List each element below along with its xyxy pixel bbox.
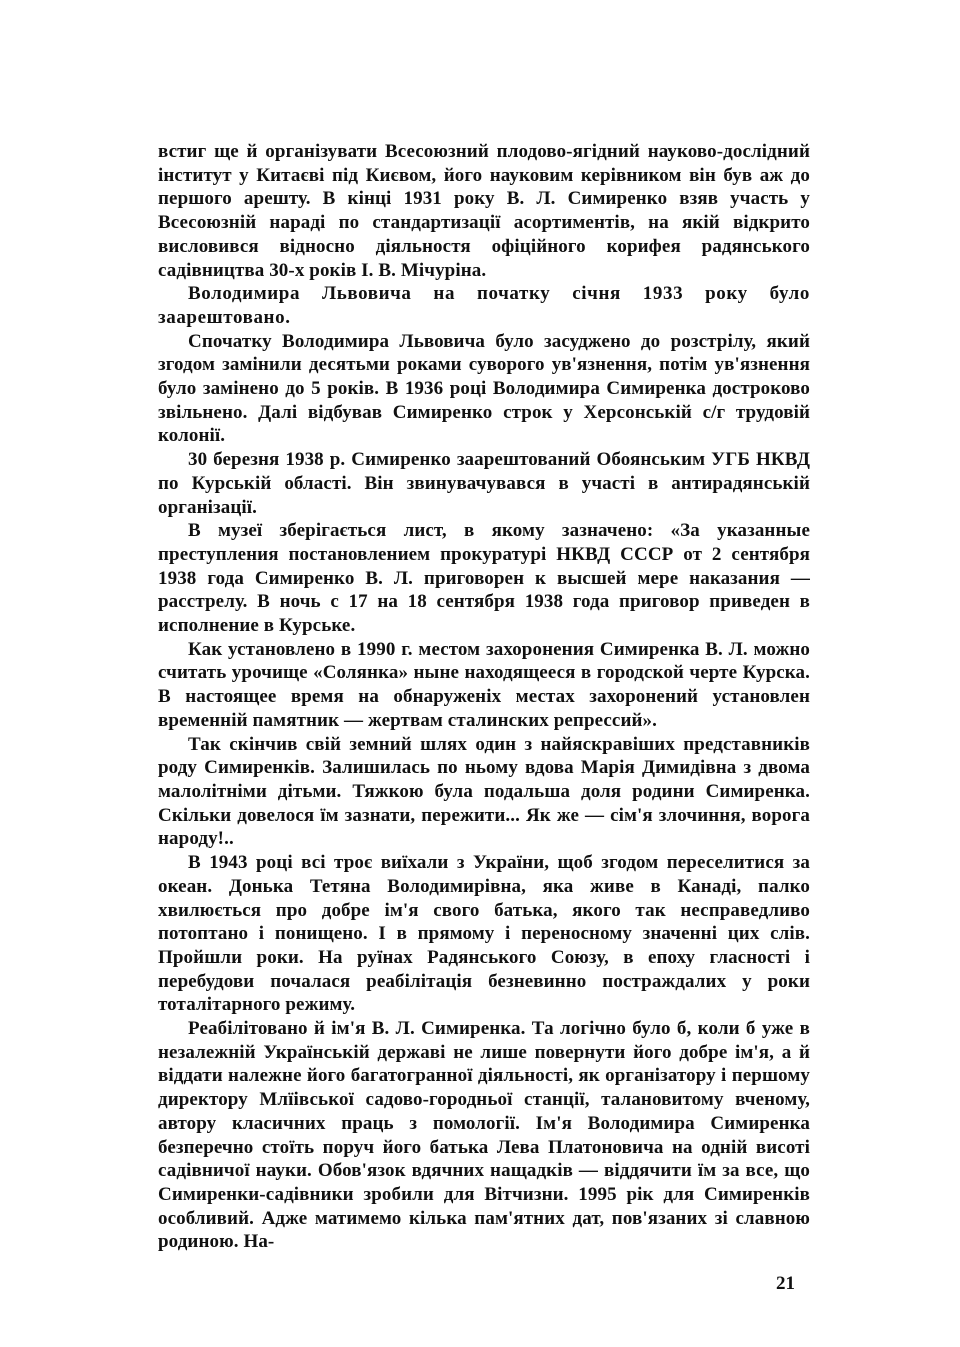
paragraph-8: В 1943 році всі троє виїхали з України, щоб згодом переселитися за океан. Донька Тетяна Володимирівна, яка живе в Канаді, палко хвилюється про добре ім'я свого батька, якого так несправедливо потоптано і понищено. І в прямому і переносному значенні цих слів. Пройшли роки. На руїнах Радянського Союзу, в епоху гласності і перебудови почалася реабілітація безневинно постраждалих у роки тоталітарного режиму. [158,852,810,1016]
paragraph-6: Как установлено в 1990 г. местом захоронения Симиренка В. Л. можно считать урочище «Солянка» ныне находящееся в городской черте Курска. В настоящее время на обнаруженіх местах захоронений установлен временній памятник — жертвам сталинских репрессий». [158,638,810,731]
paragraph-3: Спочатку Володимира Львовича було засуджено до розстрілу, який згодом замінили десятьми роками суворого ув'язнення, потім ув'язнення було замінено до 5 років. В 1936 році Володимира Симиренка достроково звільнено. Далі відбував Симиренко строк у Херсонській с/г трудовій колонії. [158,330,810,447]
page-number: 21 [776,1273,795,1294]
paragraph-1: встиг ще й організувати Всесоюзний плодово-ягідний науково-дослідний інститут у Китаєві під Києвом, його науковим керівником він був аж до першого арешту. В кінці 1931 року В. Л. Симиренко взяв участь у Всесоюзній нараді по стандартизації асортиментів, на якій відкрито висловився відносно діяльностя офіційного корифея радянського садівництва 30-х років І. В. Мічуріна. [158,141,810,281]
paragraph-2: Володимира Львовича на початку січня 1933 року було заарештовано. [158,283,810,328]
page-text-block [158,140,810,1254]
paragraph-5: В музеї зберігається лист, в якому зазначено: «За указанные преступления постановлением прокуратурі НКВД СССР от 2 сентября 1938 года Симиренко В. Л. приговорен к высшей мере наказания — расстрелу. В ночь с 17 на 18 сентября 1938 года приговор приведен в исполнение в Курське. [158,520,810,637]
paragraph-7: Так скінчив свій земний шлях один з найяскравіших представників роду Симиренків. Залишилась по ньому вдова Марія Димидівна з двома малолітніми дітьми. Тяжкою була подальша доля родини Симиренка. Скільки довелося їм зазнати, пережити... Як же — сім'я злочиння, ворога народу!.. [158,733,810,850]
paragraph-9: Реабілітовано й ім'я В. Л. Симиренка. Та логічно було б, коли б уже в незалежній Українській державі не лише повернути його добре ім'я, а й віддати належне його багатогранної діяльності, як організатору і першому директору Млїівської садово-городньої станції, талановитому вченому, автору класичних праць з помології. Ім'я Володимира Симиренка безперечно стоїть поруч його батька Лева Платоновича на одній висоті садівничої науки. Обов'язок вдячних нащадків — віддячити їм за все, що Симиренки-садівники зробили для Вітчизни. 1995 рік для Симиренків особливий. Адже матимемо кілька пам'ятних дат, пов'язаних зі славною родиною. На- [158,1018,810,1253]
paragraph-4: 30 березня 1938 р. Симиренко заарештований Обоянським УГБ НКВД по Курській області. Він звинувачувався в участі в антирадянській організації. [158,449,810,518]
